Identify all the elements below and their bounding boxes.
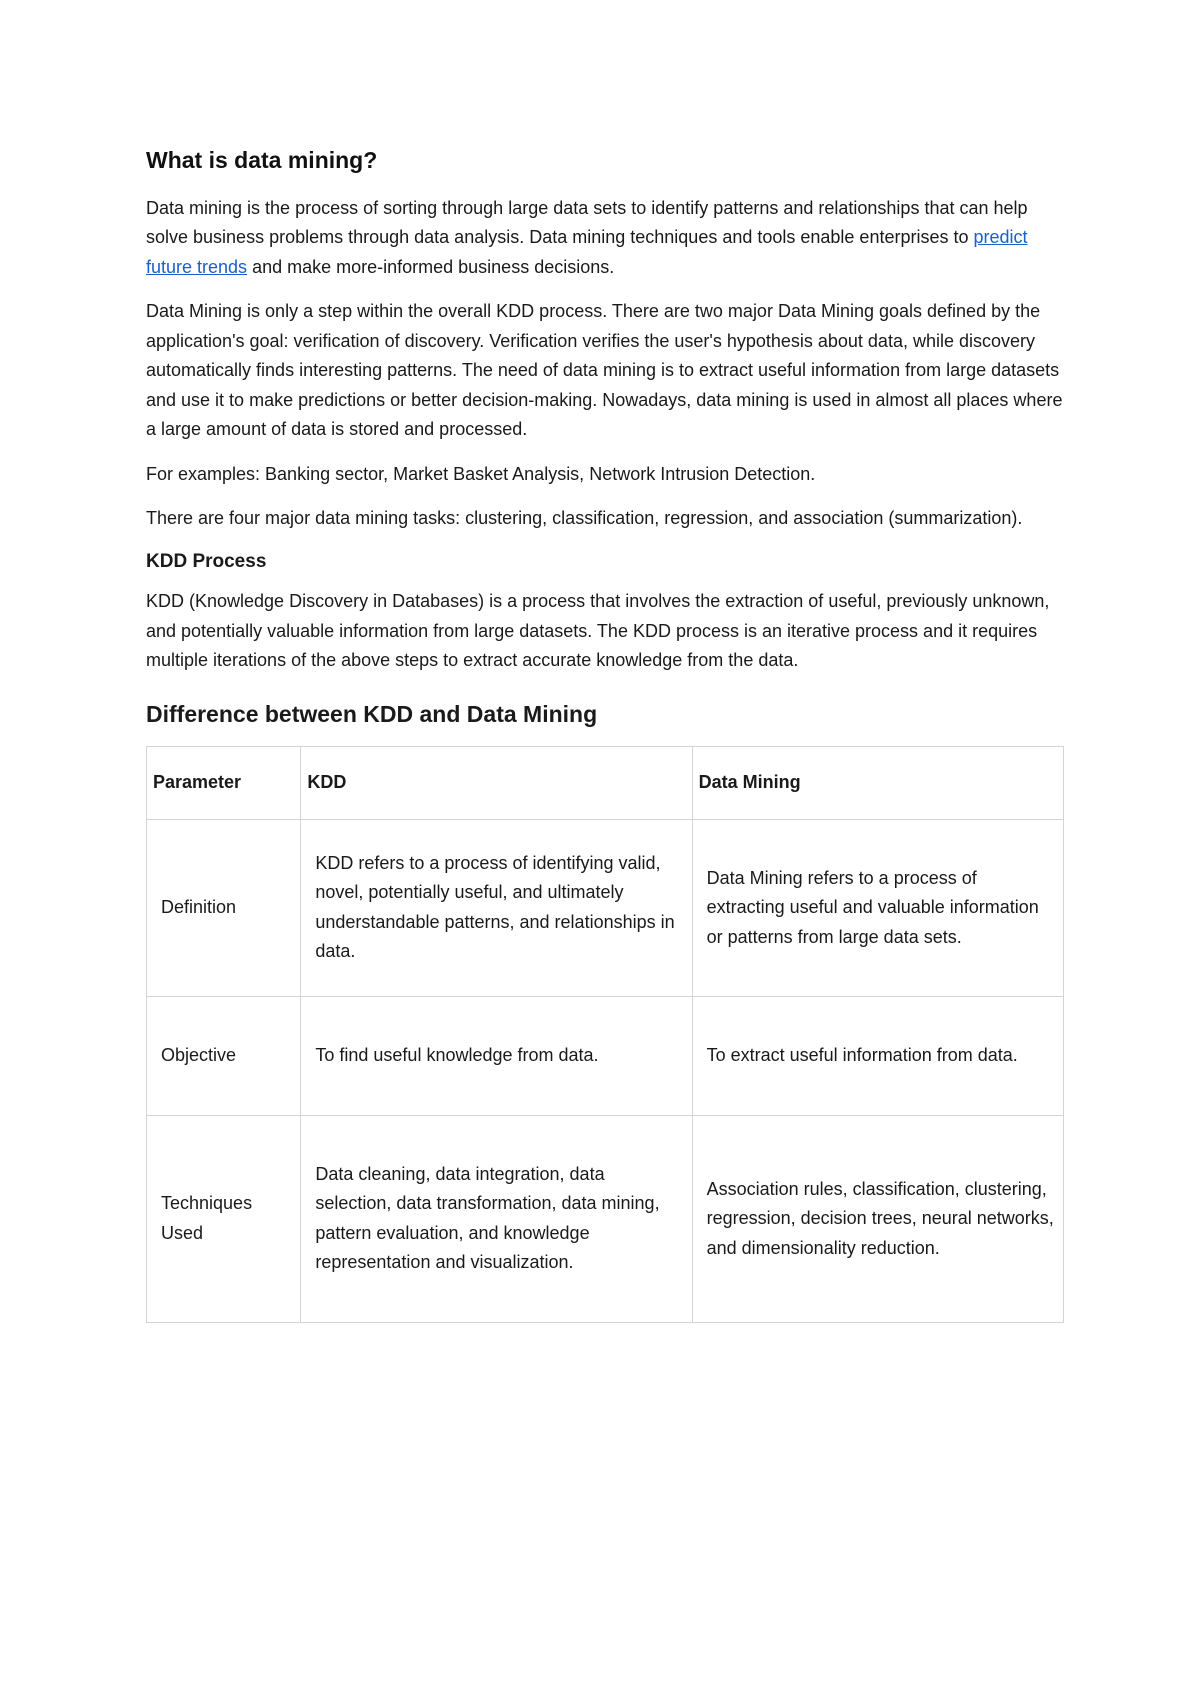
- table-header-data-mining: Data Mining: [692, 746, 1063, 819]
- paragraph-intro: [146, 194, 1064, 283]
- heading-what-is-data-mining: What is data mining?: [146, 147, 378, 173]
- paragraph-examples: For examples: Banking sector, Market Basket Analysis, Network Intrusion Detection.: [146, 463, 816, 484]
- predict-future-trends-link[interactable]: predict future trends: [146, 227, 1028, 277]
- table-header-row: [147, 746, 1064, 819]
- table-cell-kdd: KDD refers to a process of identifying valid, novel, potentially useful, and ultimately understandable patterns, and relationships in data.: [301, 819, 692, 996]
- table-row: [147, 996, 1064, 1115]
- table-cell-data-mining: Association rules, classification, clustering, regression, decision trees, neural networks, and dimensionality reduction.: [692, 1115, 1063, 1322]
- document-page: [146, 146, 1064, 1323]
- table-header-parameter: Parameter: [147, 746, 301, 819]
- paragraph-kdd-definition: KDD (Knowledge Discovery in Databases) is a process that involves the extraction of useful, previously unknown, and potentially valuable information from large datasets. The KDD process is an iterative process and it requires multiple iterations of the above steps to extract accurate knowledge from the data.: [146, 591, 1050, 671]
- table-cell-parameter: Objective: [147, 996, 301, 1115]
- paragraph-intro-text-after: and make more-informed business decisions.: [247, 256, 615, 277]
- table-cell-kdd: Data cleaning, data integration, data selection, data transformation, data mining, pattern evaluation, and knowledge representation and visualization.: [301, 1115, 692, 1322]
- table-cell-parameter: Techniques Used: [147, 1115, 301, 1322]
- table-cell-data-mining: Data Mining refers to a process of extracting useful and valuable information or patterns from large data sets.: [692, 819, 1063, 996]
- table-cell-data-mining: To extract useful information from data.: [692, 996, 1063, 1115]
- table-cell-parameter: Definition: [147, 819, 301, 996]
- table-header-kdd: KDD: [301, 746, 692, 819]
- paragraph-kdd-step: Data Mining is only a step within the overall KDD process. There are two major Data Mining goals defined by the application's goal: verification of discovery. Verification verifies the user's hypothesis about data, while discovery automatically finds interesting patterns. The need of data mining is to extract useful information from large datasets and use it to make predictions or better decision-making. Nowadays, data mining is used in almost all places where a large amount of data is stored and processed.: [146, 301, 1063, 440]
- paragraph-intro-text-before: Data mining is the process of sorting through large data sets to identify patterns and relationships that can help solve business problems through data analysis. Data mining techniques and tools enable enterprises to: [146, 197, 1028, 248]
- comparison-table: [146, 746, 1064, 1323]
- heading-kdd-process: KDD Process: [146, 550, 267, 572]
- paragraph-tasks: There are four major data mining tasks: clustering, classification, regression, and association (summarization).: [146, 508, 1023, 529]
- table-row: [147, 819, 1064, 996]
- table-cell-kdd: To find useful knowledge from data.: [301, 996, 692, 1115]
- table-row: [147, 1115, 1064, 1322]
- heading-difference: Difference between KDD and Data Mining: [146, 700, 598, 727]
